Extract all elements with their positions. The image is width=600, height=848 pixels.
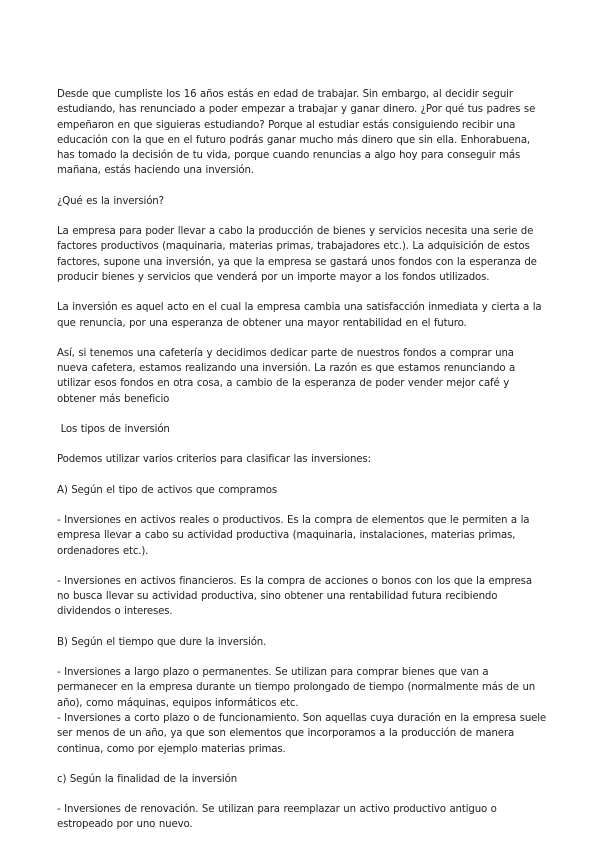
document-page	[57, 87, 547, 833]
list-item-renovacion: - Inversiones de renovación. Se utilizan para reemplazar un activo productivo antiguo o estropeado por uno nuevo.	[57, 804, 497, 831]
subheading-activos: A) Según el tipo de activos que compramos	[57, 484, 277, 496]
subheading-finalidad: c) Según la finalidad de la inversión	[57, 773, 238, 785]
paragraph-factores: La empresa para poder llevar a cabo la producción de bienes y servicios necesita una serie de factores productivos (maquinaria, materias primas, trabajadores etc.). La adquisición de estos factores, supone una inversión, ya que la empresa se gastará unos fondos con la esperanza de producir bienes y servicios que venderá por un importe mayor a los fondos utilizados.	[57, 226, 537, 283]
section-heading-que-es: ¿Qué es la inversión?	[57, 195, 164, 207]
paragraph-definicion: La inversión es aquel acto en el cual la empresa cambia una satisfacción inmediata y cierta a la que renuncia, por una esperanza de obtener una mayor rentabilidad en el futuro.	[57, 302, 542, 329]
subheading-tiempo: B) Según el tiempo que dure la inversión.	[57, 636, 267, 648]
list-item-largo-plazo: - Inversiones a largo plazo o permanentes. Se utilizan para comprar bienes que van a permanecer en la empresa durante un tiempo prolongado de tiempo (normalmente más de un año), como máquinas, equipos informáticos etc.	[57, 667, 536, 709]
paragraph-cafeteria: Así, si tenemos una cafetería y decidimos dedicar parte de nuestros fondos a comprar una nueva cafetera, estamos realizando una inversión. La razón es que estamos renunciando a utilizar esos fondos en otra cosa, a cambio de la esperanza de poder vender mejor café y obtener más beneficio	[57, 347, 516, 405]
list-item-activos-financieros: - Inversiones en activos financieros. Es la compra de acciones o bonos con los que la empresa no busca llevar su actividad productiva, sino obtener una rentabilidad futura recibiendo dividendos o intereses.	[57, 575, 532, 618]
list-item-corto-plazo: - Inversiones a corto plazo o de funcionamiento. Son aquellas cuya duración en la empresa suele ser menos de un año, ya que son elementos que incorporamos a la producción de manera continua, como por ejemplo materias primas.	[57, 712, 547, 755]
section-heading-tipos: Los tipos de inversión	[57, 424, 170, 436]
paragraph-criterios: Podemos utilizar varios criterios para clasificar las inversiones:	[57, 454, 371, 466]
intro-paragraph: Desde que cumpliste los 16 años estás en edad de trabajar. Sin embargo, al decidir seguir estudiando, has renunciado a poder empezar a trabajar y ganar dinero. ¿Por qué tus padres se empeñaron en que siguieras estudiando? Porque al estudiar estás consiguiendo recibir una educación con la que en el futuro podrás ganar mucho más dinero que sin ella. Enhorabuena, has tomado la decisión de tu vida, porque cuando renuncias a algo hoy para conseguir más mañana, estás haciendo una inversión.	[57, 89, 536, 177]
list-item-activos-reales: - Inversiones en activos reales o productivos. Es la compra de elementos que le permiten a la empresa llevar a cabo su actividad productiva (maquinaria, instalaciones, materias primas, ordenadores etc.).	[57, 514, 530, 557]
